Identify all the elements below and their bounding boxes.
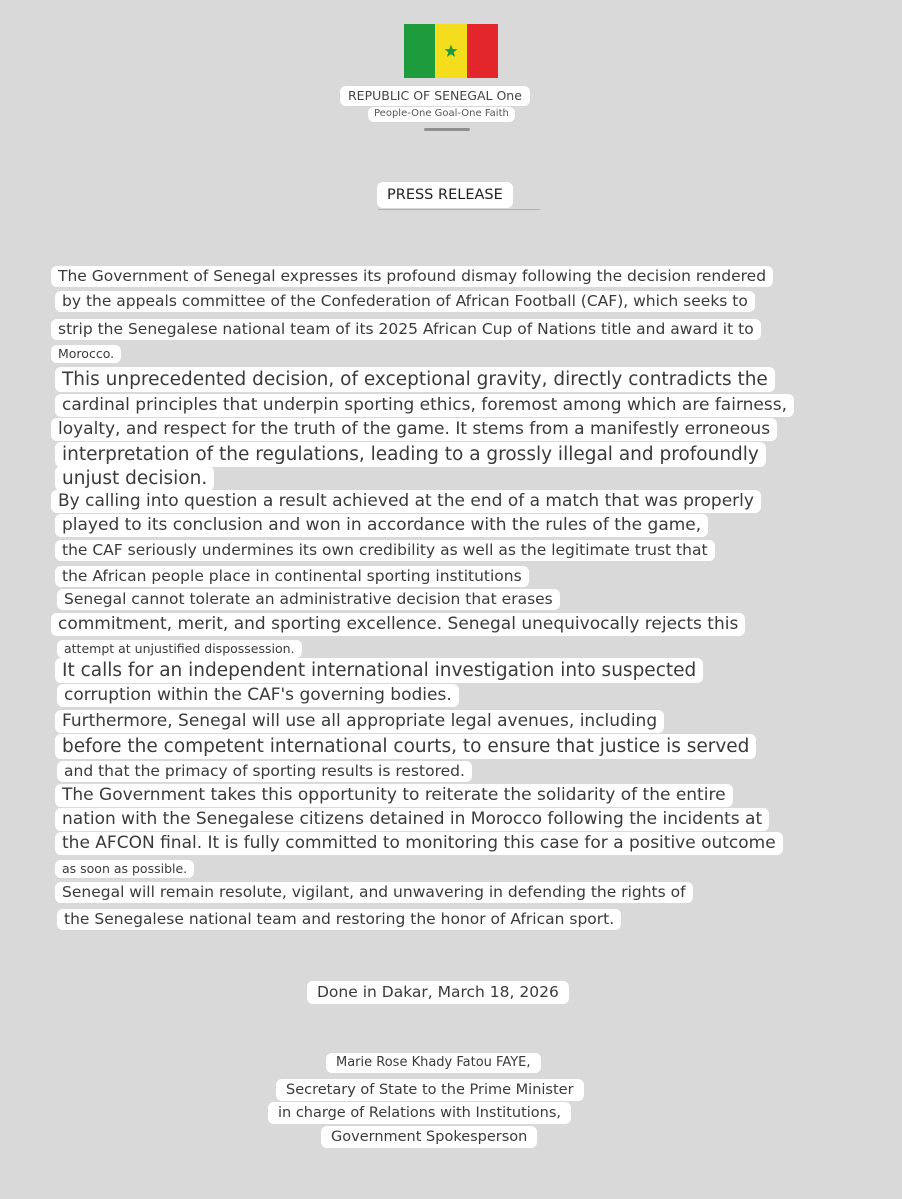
header-divider [424,128,470,131]
body-line: Senegal cannot tolerate an administrative decision that erases [57,589,560,610]
body-line: This unprecedented decision, of exceptional gravity, directly contradicts the [55,367,775,392]
body-line: It calls for an independent international investigation into suspected [55,658,703,683]
body-line: and that the primacy of sporting results is restored. [57,761,472,782]
body-line: the Senegalese national team and restoring the honor of African sport. [57,909,621,930]
body-line: the CAF seriously undermines its own credibility as well as the legitimate trust that [55,540,715,561]
body-line: before the competent international courts, to ensure that justice is served [55,734,756,759]
body-line: cardinal principles that underpin sporting ethics, foremost among which are fairness, [55,394,794,417]
header-title: REPUBLIC OF SENEGAL One [340,86,530,106]
signatory-name: Marie Rose Khady Fatou FAYE, [326,1053,541,1073]
body-line: Furthermore, Senegal will use all appropriate legal avenues, including [55,710,664,733]
press-release-underline [378,209,540,210]
body-line: Morocco. [51,345,121,363]
signatory-title-line2: in charge of Relations with Institutions, [268,1102,571,1124]
body-line: the AFCON final. It is fully committed to monitoring this case for a positive outcome [55,832,783,855]
senegal-flag [404,24,498,78]
body-line: The Government takes this opportunity to reiterate the solidarity of the entire [55,784,733,807]
place-date: Done in Dakar, March 18, 2026 [307,981,569,1004]
body-line: strip the Senegalese national team of its 2025 African Cup of Nations title and award it to [51,319,761,340]
body-line: unjust decision. [55,466,214,491]
body-line: interpretation of the regulations, leading to a grossly illegal and profoundly [55,442,766,467]
star-icon [444,44,458,58]
body-line: corruption within the CAF's governing bodies. [57,684,459,707]
body-line: attempt at unjustified dispossession. [57,640,302,658]
header-motto: People-One Goal-One Faith [368,107,515,122]
body-line: The Government of Senegal expresses its profound dismay following the decision rendered [51,266,773,287]
body-line: nation with the Senegalese citizens detained in Morocco following the incidents at [55,808,769,831]
body-line: Senegal will remain resolute, vigilant, and unwavering in defending the rights of [55,882,693,903]
signatory-title-line1: Secretary of State to the Prime Minister [276,1079,584,1101]
flag-band-green [404,24,435,78]
signatory-title-line3: Government Spokesperson [321,1126,537,1148]
body-line: as soon as possible. [55,860,194,878]
flag-band-red [467,24,498,78]
body-line: By calling into question a result achieved at the end of a match that was properly [51,490,761,513]
body-line: played to its conclusion and won in accordance with the rules of the game, [55,514,708,537]
body-line: loyalty, and respect for the truth of the game. It stems from a manifestly erroneous [51,418,777,441]
press-release-heading: PRESS RELEASE [377,182,513,208]
body-line: by the appeals committee of the Confederation of African Football (CAF), which seeks to [55,291,755,312]
body-line: the African people place in continental sporting institutions [55,566,529,587]
body-line: commitment, merit, and sporting excellence. Senegal unequivocally rejects this [51,613,745,636]
